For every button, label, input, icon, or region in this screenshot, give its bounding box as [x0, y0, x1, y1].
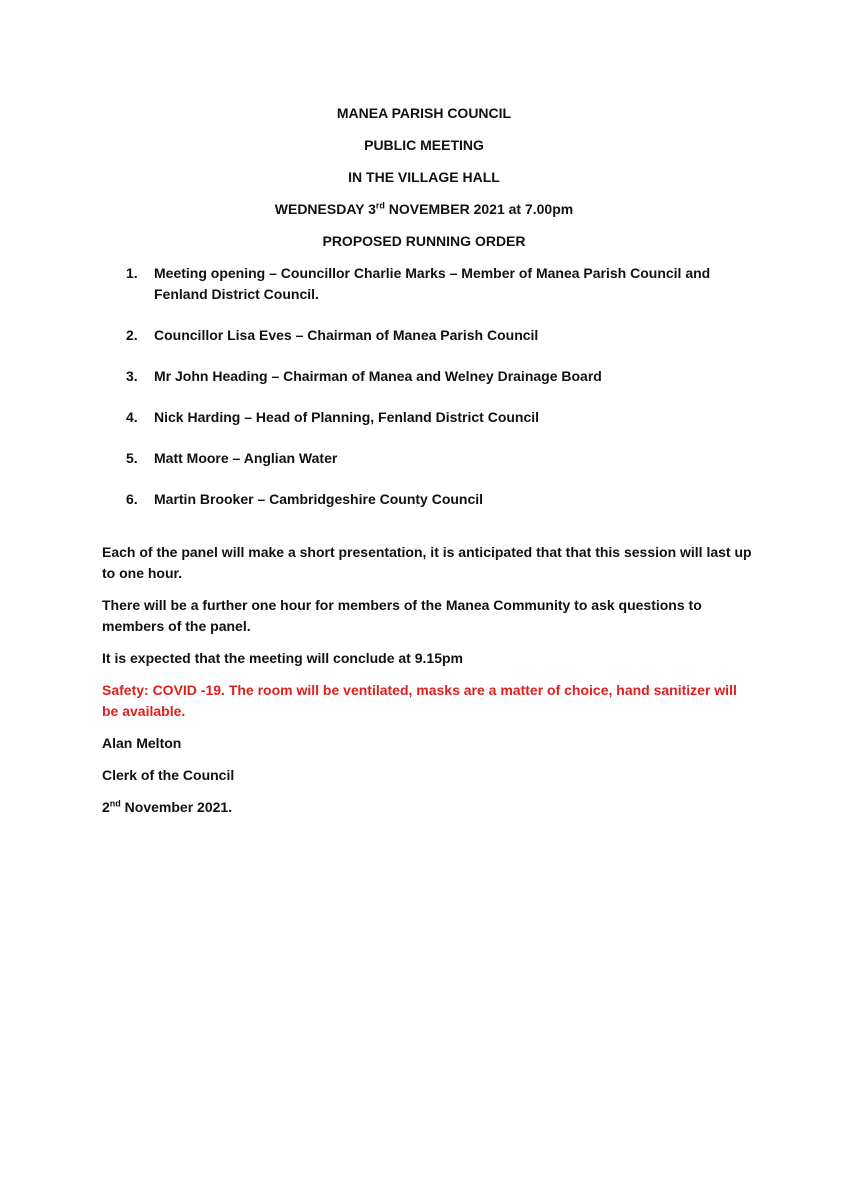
agenda-item [102, 489, 722, 510]
questions-paragraph: There will be a further one hour for members of the Manea Community to ask questions to members of the panel. [102, 597, 702, 634]
presentation-paragraph: Each of the panel will make a short presentation, it is anticipated that that this session will last up to one hour. [102, 544, 752, 581]
agenda-item-number: 4. [126, 409, 138, 425]
agenda-item-text: Meeting opening – Councillor Charlie Marks – Member of Manea Parish Council and Fenland District Council. [154, 265, 711, 302]
agenda-item-text: Martin Brooker – Cambridgeshire County Council [154, 491, 484, 507]
agenda-item-text: Matt Moore – Anglian Water [154, 450, 338, 466]
signatory-role: Clerk of the Council [102, 767, 235, 783]
meeting-type: PUBLIC MEETING [364, 137, 484, 153]
meeting-date [0, 200, 848, 218]
conclusion-paragraph: It is expected that the meeting will conclude at 9.15pm [102, 650, 463, 666]
signature-date-rest: November 2021. [120, 799, 233, 815]
agenda-item [102, 366, 722, 387]
agenda-item-text: Nick Harding – Head of Planning, Fenland District Council [154, 409, 540, 425]
agenda-item [102, 325, 722, 346]
meeting-venue: IN THE VILLAGE HALL [348, 169, 500, 185]
meeting-date-day: WEDNESDAY 3 [274, 201, 376, 217]
agenda-item-number: 2. [126, 327, 138, 343]
signature-date-ordinal: nd [109, 798, 121, 809]
running-order-title: PROPOSED RUNNING ORDER [322, 233, 526, 249]
agenda-item-number: 5. [126, 450, 138, 466]
agenda-item-text: Councillor Lisa Eves – Chairman of Manea Parish Council [154, 327, 539, 343]
meeting-date-ordinal: rd [375, 200, 385, 211]
signatory-name: Alan Melton [102, 735, 182, 751]
agenda-list [102, 263, 722, 510]
safety-notice: Safety: COVID -19. The room will be ventilated, masks are a matter of choice, hand sanitizer will be available. [102, 682, 737, 719]
meeting-date-rest: NOVEMBER 2021 at 7.00pm [384, 201, 574, 217]
agenda-item-number: 6. [126, 491, 138, 507]
agenda-item-number: 1. [126, 265, 138, 281]
agenda-item-number: 3. [126, 368, 138, 384]
agenda-item [102, 263, 722, 305]
agenda-item [102, 407, 722, 428]
signature-date-day: 2 [102, 799, 110, 815]
agenda-item-text: Mr John Heading – Chairman of Manea and Welney Drainage Board [154, 368, 602, 384]
signature-date [102, 797, 752, 818]
agenda-item [102, 448, 722, 469]
council-name: MANEA PARISH COUNCIL [336, 105, 512, 121]
